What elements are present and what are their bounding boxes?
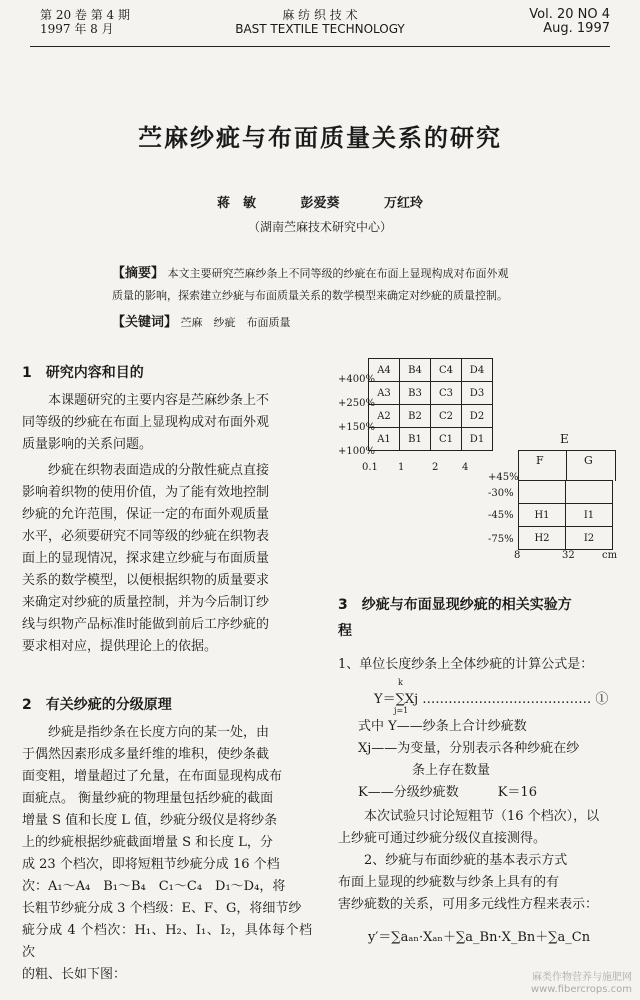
grid-cell: A1: [369, 428, 400, 451]
affiliation: （湖南苎麻技术研究中心）: [247, 220, 392, 234]
f-label: F: [536, 454, 544, 467]
section-3-intro: 1、单位长度纱条上全体纱疵的计算公式是：: [338, 657, 594, 672]
author-2: 彭爱葵: [300, 196, 340, 211]
y-tick: +400%: [338, 374, 375, 385]
author-1: 蒋 敏: [216, 196, 256, 211]
grid-cell: B1: [400, 428, 431, 451]
fg-box: [518, 450, 616, 481]
grid-cell: I1: [566, 504, 613, 527]
grid-cell: H1: [519, 504, 566, 527]
issue-info: 第 20 卷 第 4 期: [40, 8, 130, 22]
hi-grid: [518, 480, 613, 550]
section-3-para-1: 本次试验只讨论短粗节（16 个档次），以 上纱疵可通过纱疵分级仪直接测得。 2、纱疵与布面纱疵的基本表示方式 布面上显现的纱疵数与纱条上具有的有 害纱疵数的关系，可用多元线性方程来表示：: [338, 809, 600, 912]
abstract-text-1: 本文主要研究苎麻纱条上不同等级的纱疵在布面上显现构成对布面外观: [167, 267, 509, 280]
grid-cell: A3: [369, 382, 400, 405]
issue-date: 1997 年 8 月: [40, 22, 114, 36]
grid-cell: C2: [431, 405, 462, 428]
keywords-label: 【关键词】: [112, 315, 178, 330]
y2-tick: -45%: [488, 510, 514, 521]
issue-month: Aug. 1997: [543, 21, 610, 36]
section-1-body: 本课题研究的主要内容是苎麻纱条上不 同等级的纱疵在布面上显现构成对布面外观 质量影响的关系问题。 纱疵在织物表面造成的分散性疵点直接 影响着织物的使用价值，为了能有效地控制 纱疵的允许范围，保证一定的布面外观质量 水平，必须要研究不同等级的纱疵在织物表 面上的显现情况，探求建立纱疵与布面质量 关系的数学模型，以便根据织物的质量要求 来确定对纱疵的质量控制，并为今后制订纱 线与织物产品标准时能做到前后工序纱疵的 要求相对应，提供理论上的依据。: [22, 393, 270, 654]
x-tick: 0.1: [362, 462, 378, 473]
y-tick: +100%: [338, 446, 375, 457]
grid-cell: D3: [462, 382, 493, 405]
section-2-body: 纱疵是指纱条在长度方向的某一处，由 于偶然因素形成多量纤维的堆积，使纱条截 面变粗，增量超过了允量，在布面显现构成布 面疵点。 衡量纱疵的物理量包括纱疵的截面 增量 S 值和长度 L 值，纱疵分级仪是将纱条 上的纱疵根据纱疵截面增量 S 和长度 L，分 成 23 个档次，即将短粗节纱疵分成 16 个档 次：A₁～A₄ B₁～B₄ C₁～C₄ D₁～D₄，将 长粗节纱疵分成 3 个档级：E、F、G，将细节纱 疵分成 4 个档次：H₁、H₂、I₁、I₂，具体每个档次 的粗、长如下图：: [22, 725, 312, 982]
fault-class-grid: [368, 358, 493, 451]
x-tick: 4: [462, 462, 469, 473]
formula-sub: j=1: [394, 706, 409, 715]
y2-tick: -30%: [488, 488, 514, 499]
grid-cell: D2: [462, 405, 493, 428]
formula-sup: k: [398, 678, 403, 687]
abstract-label: 【摘要】: [112, 266, 165, 281]
header-rule: [30, 46, 610, 47]
section-1-heading: 1 研究内容和目的: [22, 365, 144, 381]
journal-name-en: BAST TEXTILE TECHNOLOGY: [235, 22, 405, 36]
x2-tick: 32: [562, 550, 575, 561]
grid-cell: B2: [400, 405, 431, 428]
volume-info: Vol. 20 NO 4: [529, 7, 610, 22]
grid-cell: H2: [519, 527, 566, 550]
x-tick: 1: [398, 462, 405, 473]
x2-tick: cm: [602, 550, 618, 561]
author-3: 万红玲: [384, 196, 424, 211]
paper-title: 苎麻纱疵与布面质量关系的研究: [138, 124, 502, 152]
journal-name-cn: 麻 纺 织 技 术: [282, 8, 358, 22]
keywords-text: 苎麻 纱疵 布面质量: [180, 316, 291, 329]
grid-cell: A2: [369, 405, 400, 428]
watermark: 麻类作物营养与施肥网 www.fibercrops.com: [530, 972, 632, 995]
abstract-text-2: 质量的影响，探索建立纱疵与布面质量关系的数学模型来确定对纱疵的质量控制。: [112, 289, 508, 302]
formula-definitions: 式中 Y——纱条上合计纱疵数 Xj——为变量，分别表示各种纱疵在纱 条上存在数量 K——分级纱疵数 K＝16: [358, 719, 580, 800]
x-tick: 2: [432, 462, 439, 473]
grid-cell: A4: [369, 359, 400, 382]
y-tick: +250%: [338, 398, 375, 409]
y-tick: +150%: [338, 422, 375, 433]
y2-tick: +45%: [488, 472, 519, 483]
section-3-heading: 3 纱疵与布面显现纱疵的相关实验方 程: [338, 597, 572, 639]
g-label: G: [584, 454, 593, 467]
grid-cell: B4: [400, 359, 431, 382]
x2-tick: 8: [514, 550, 521, 561]
grid-cell: C3: [431, 382, 462, 405]
y2-tick: -75%: [488, 534, 514, 545]
grid-cell: D1: [462, 428, 493, 451]
grid-cell: B3: [400, 382, 431, 405]
grid-cell: C4: [431, 359, 462, 382]
grid-cell: C1: [431, 428, 462, 451]
grid-cell: D4: [462, 359, 493, 382]
e-label: E: [560, 432, 569, 446]
formula-1: Y＝∑Xj ………………………………… ①: [374, 692, 609, 707]
formula-2: y′＝∑aₐₙ·Xₐₙ＋∑a_Bn·X_Bn＋∑a_Cn: [368, 930, 591, 945]
grid-cell: I2: [566, 527, 613, 550]
section-2-heading: 2 有关纱疵的分级原理: [22, 697, 172, 713]
fg-divider: [566, 450, 567, 480]
